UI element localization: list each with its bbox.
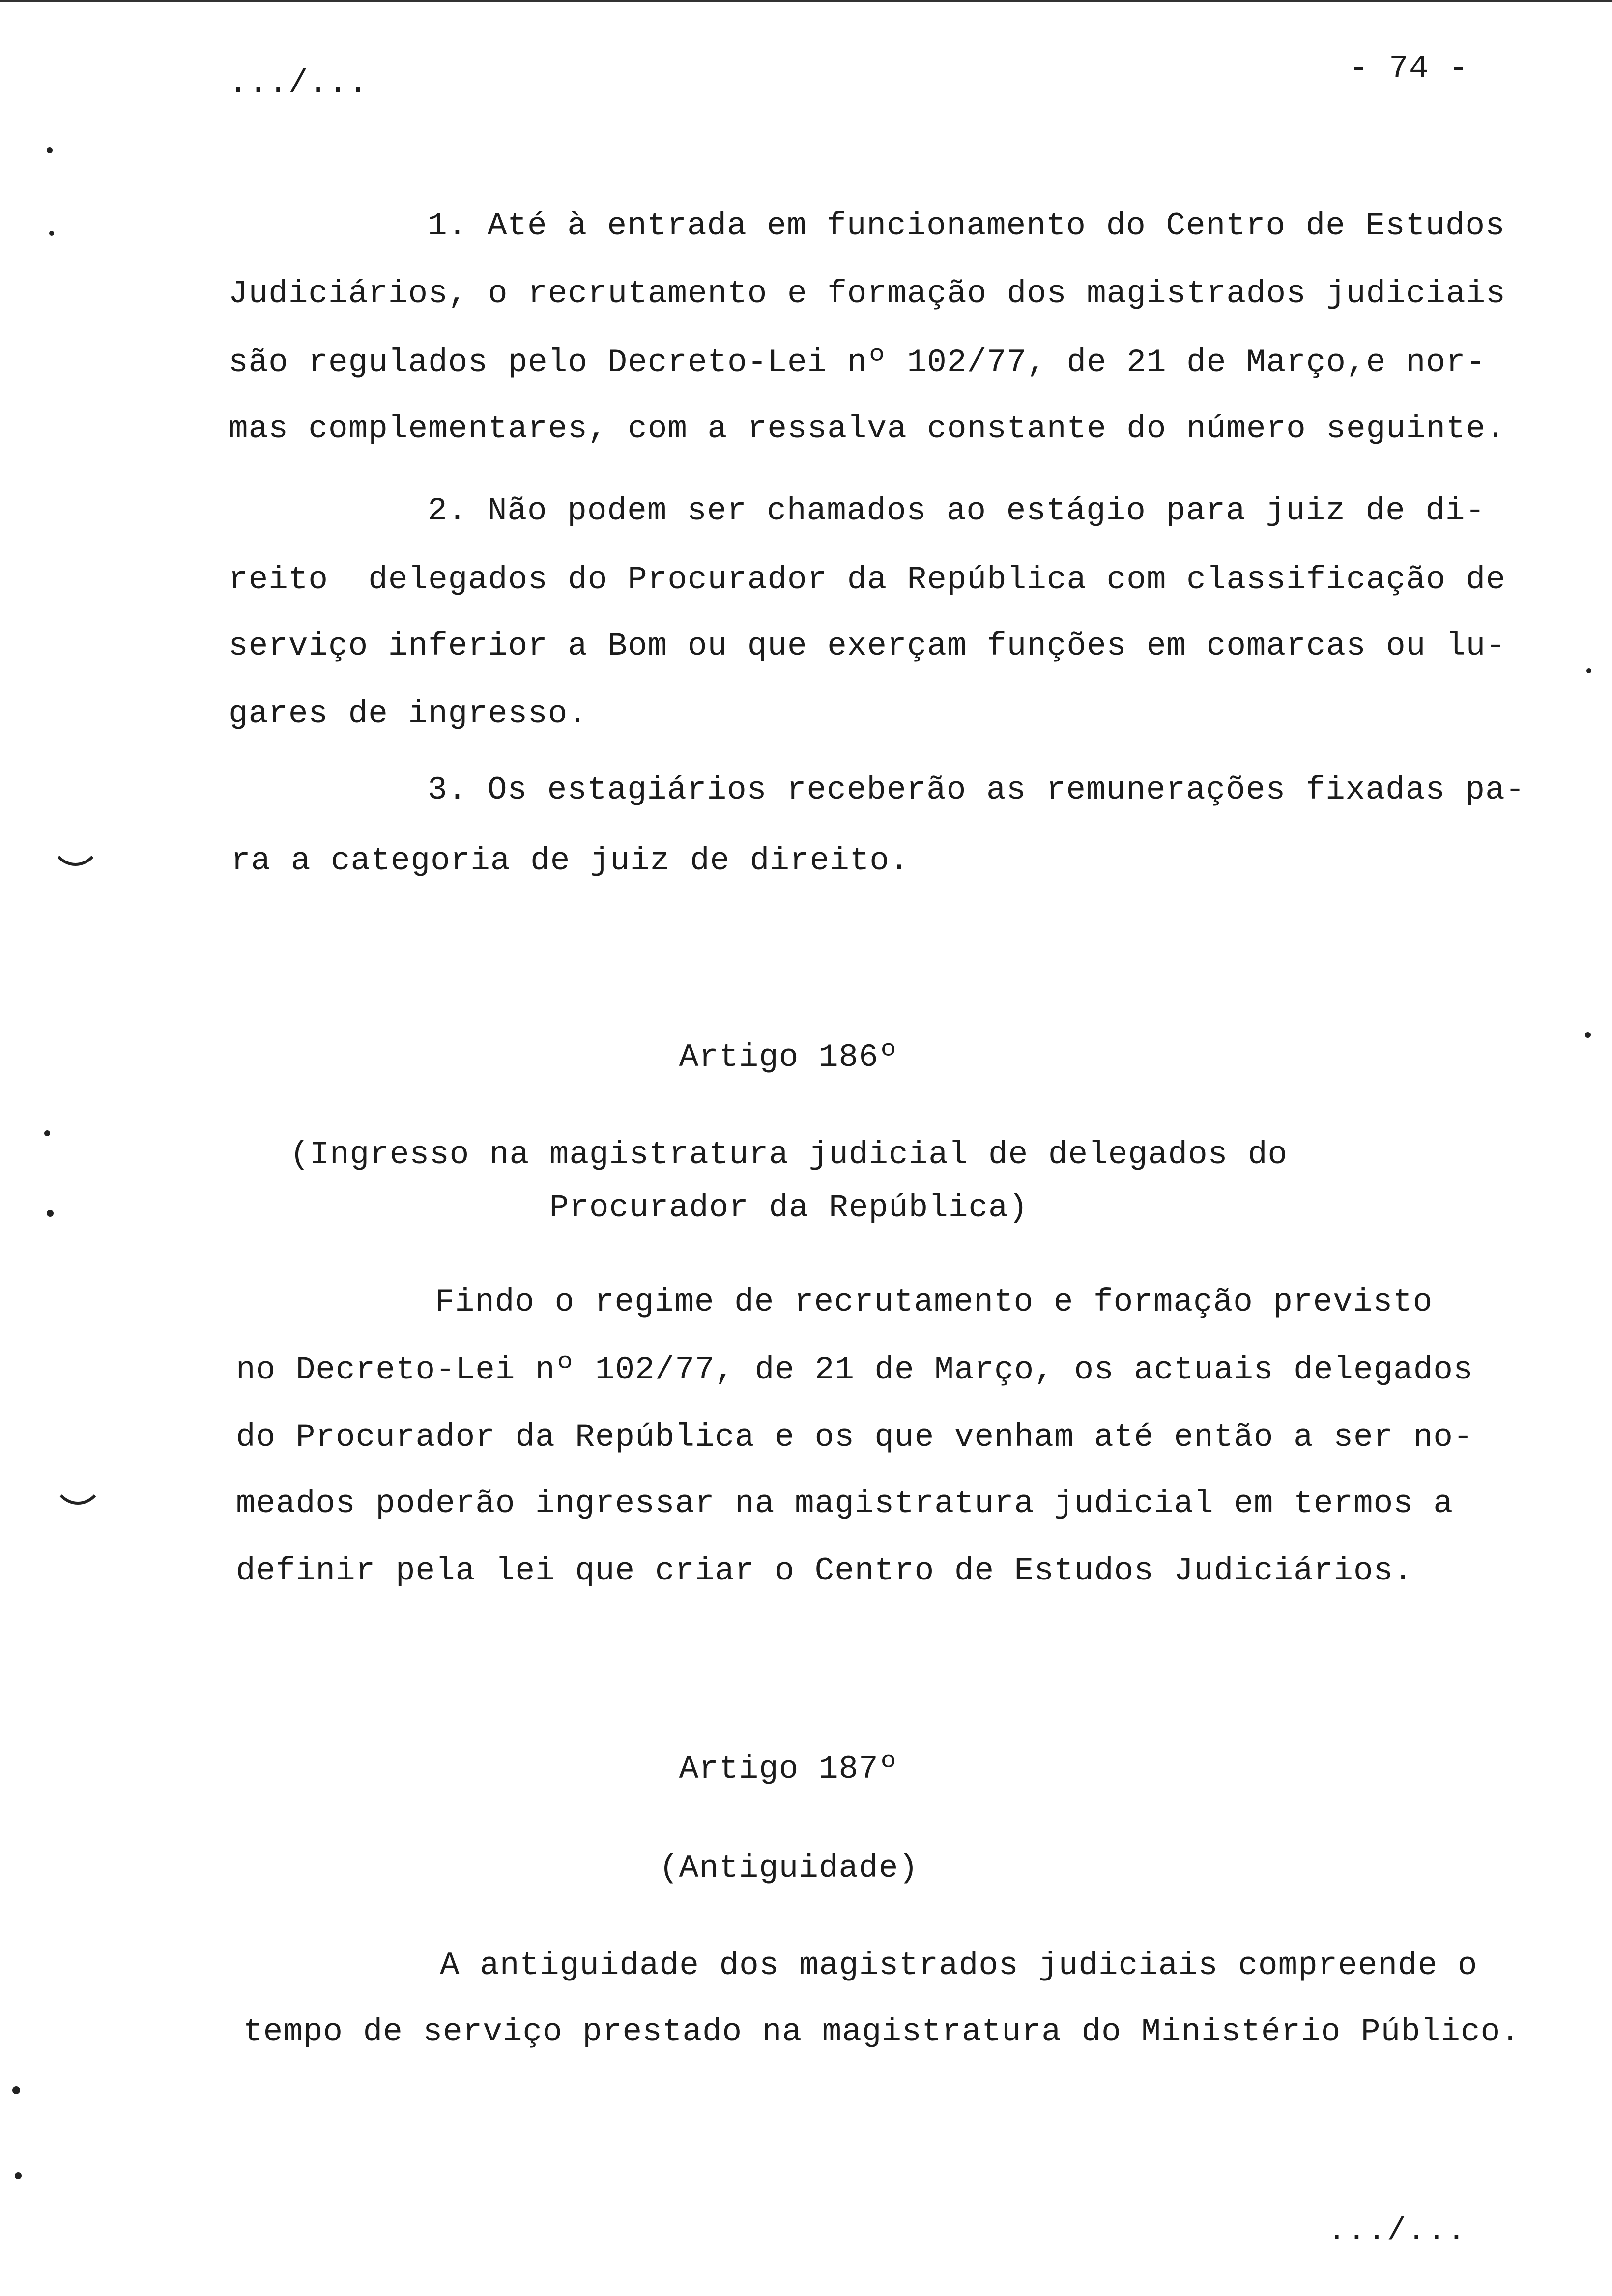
p1-line-1: 1. Até à entrada em funcionamento do Centro de Estudos xyxy=(428,207,1505,244)
header-continuation-mark: .../... xyxy=(229,65,369,102)
scan-speck xyxy=(44,1130,50,1136)
top-rule xyxy=(0,0,1612,2)
article-186-heading: Artigo 186º xyxy=(679,1039,899,1076)
p2-line-1: 2. Não podem ser chamados ao estágio para juiz de di- xyxy=(428,492,1486,529)
article-187-body-line-2: tempo de serviço prestado na magistratura do Ministério Público. xyxy=(243,2013,1521,2050)
p3-line-2: ra a categoria de juiz de direito. xyxy=(231,842,910,879)
article-186-body-line-2: no Decreto-Lei nº 102/77, de 21 de Março, os actuais delegados xyxy=(236,1351,1473,1388)
article-186-subtitle-line-1: (Ingresso na magistratura judicial de delegados do xyxy=(289,1136,1288,1173)
article-186-body-line-5: definir pela lei que criar o Centro de Estudos Judiciários. xyxy=(236,1552,1413,1589)
scan-speck xyxy=(49,231,54,236)
article-187-body-line-1: A antiguidade dos magistrados judiciais compreende o xyxy=(440,1947,1478,1984)
scan-speck xyxy=(12,2086,20,2094)
footer-continuation-mark: .../... xyxy=(1327,2212,1467,2249)
scan-speck xyxy=(47,147,53,153)
scan-mark-arc xyxy=(49,806,102,866)
article-186-body-line-1: Findo o regime de recrutamento e formação previsto xyxy=(435,1284,1433,1320)
p1-line-3: são regulados pelo Decreto-Lei nº 102/77, de 21 de Março,e nor- xyxy=(229,344,1486,381)
p2-line-2: reito delegados do Procurador da República com classificação de xyxy=(229,561,1506,598)
scan-speck xyxy=(47,1210,54,1217)
article-186-body-line-4: meados poderão ingressar na magistratura judicial em termos a xyxy=(236,1485,1453,1522)
article-187-subtitle: (Antiguidade) xyxy=(659,1850,919,1887)
p1-line-4: mas complementares, com a ressalva constante do número seguinte. xyxy=(229,410,1506,447)
p1-line-2: Judiciários, o recrutamento e formação dos magistrados judiciais xyxy=(229,275,1506,312)
scan-speck xyxy=(1586,668,1591,673)
article-186-subtitle-line-2: Procurador da República) xyxy=(549,1189,1029,1226)
article-186-body-line-3: do Procurador da República e os que venham até então a ser no- xyxy=(236,1419,1473,1456)
scan-mark-arc xyxy=(52,1445,104,1505)
p2-line-3: serviço inferior a Bom ou que exerçam funções em comarcas ou lu- xyxy=(229,628,1506,664)
p2-line-4: gares de ingresso. xyxy=(229,695,588,732)
scan-speck xyxy=(1585,1032,1591,1038)
p3-line-1: 3. Os estagiários receberão as remunerações fixadas pa- xyxy=(428,772,1526,808)
article-187-heading: Artigo 187º xyxy=(679,1751,899,1787)
page-number: - 74 - xyxy=(1349,50,1469,87)
scan-speck xyxy=(15,2172,22,2179)
